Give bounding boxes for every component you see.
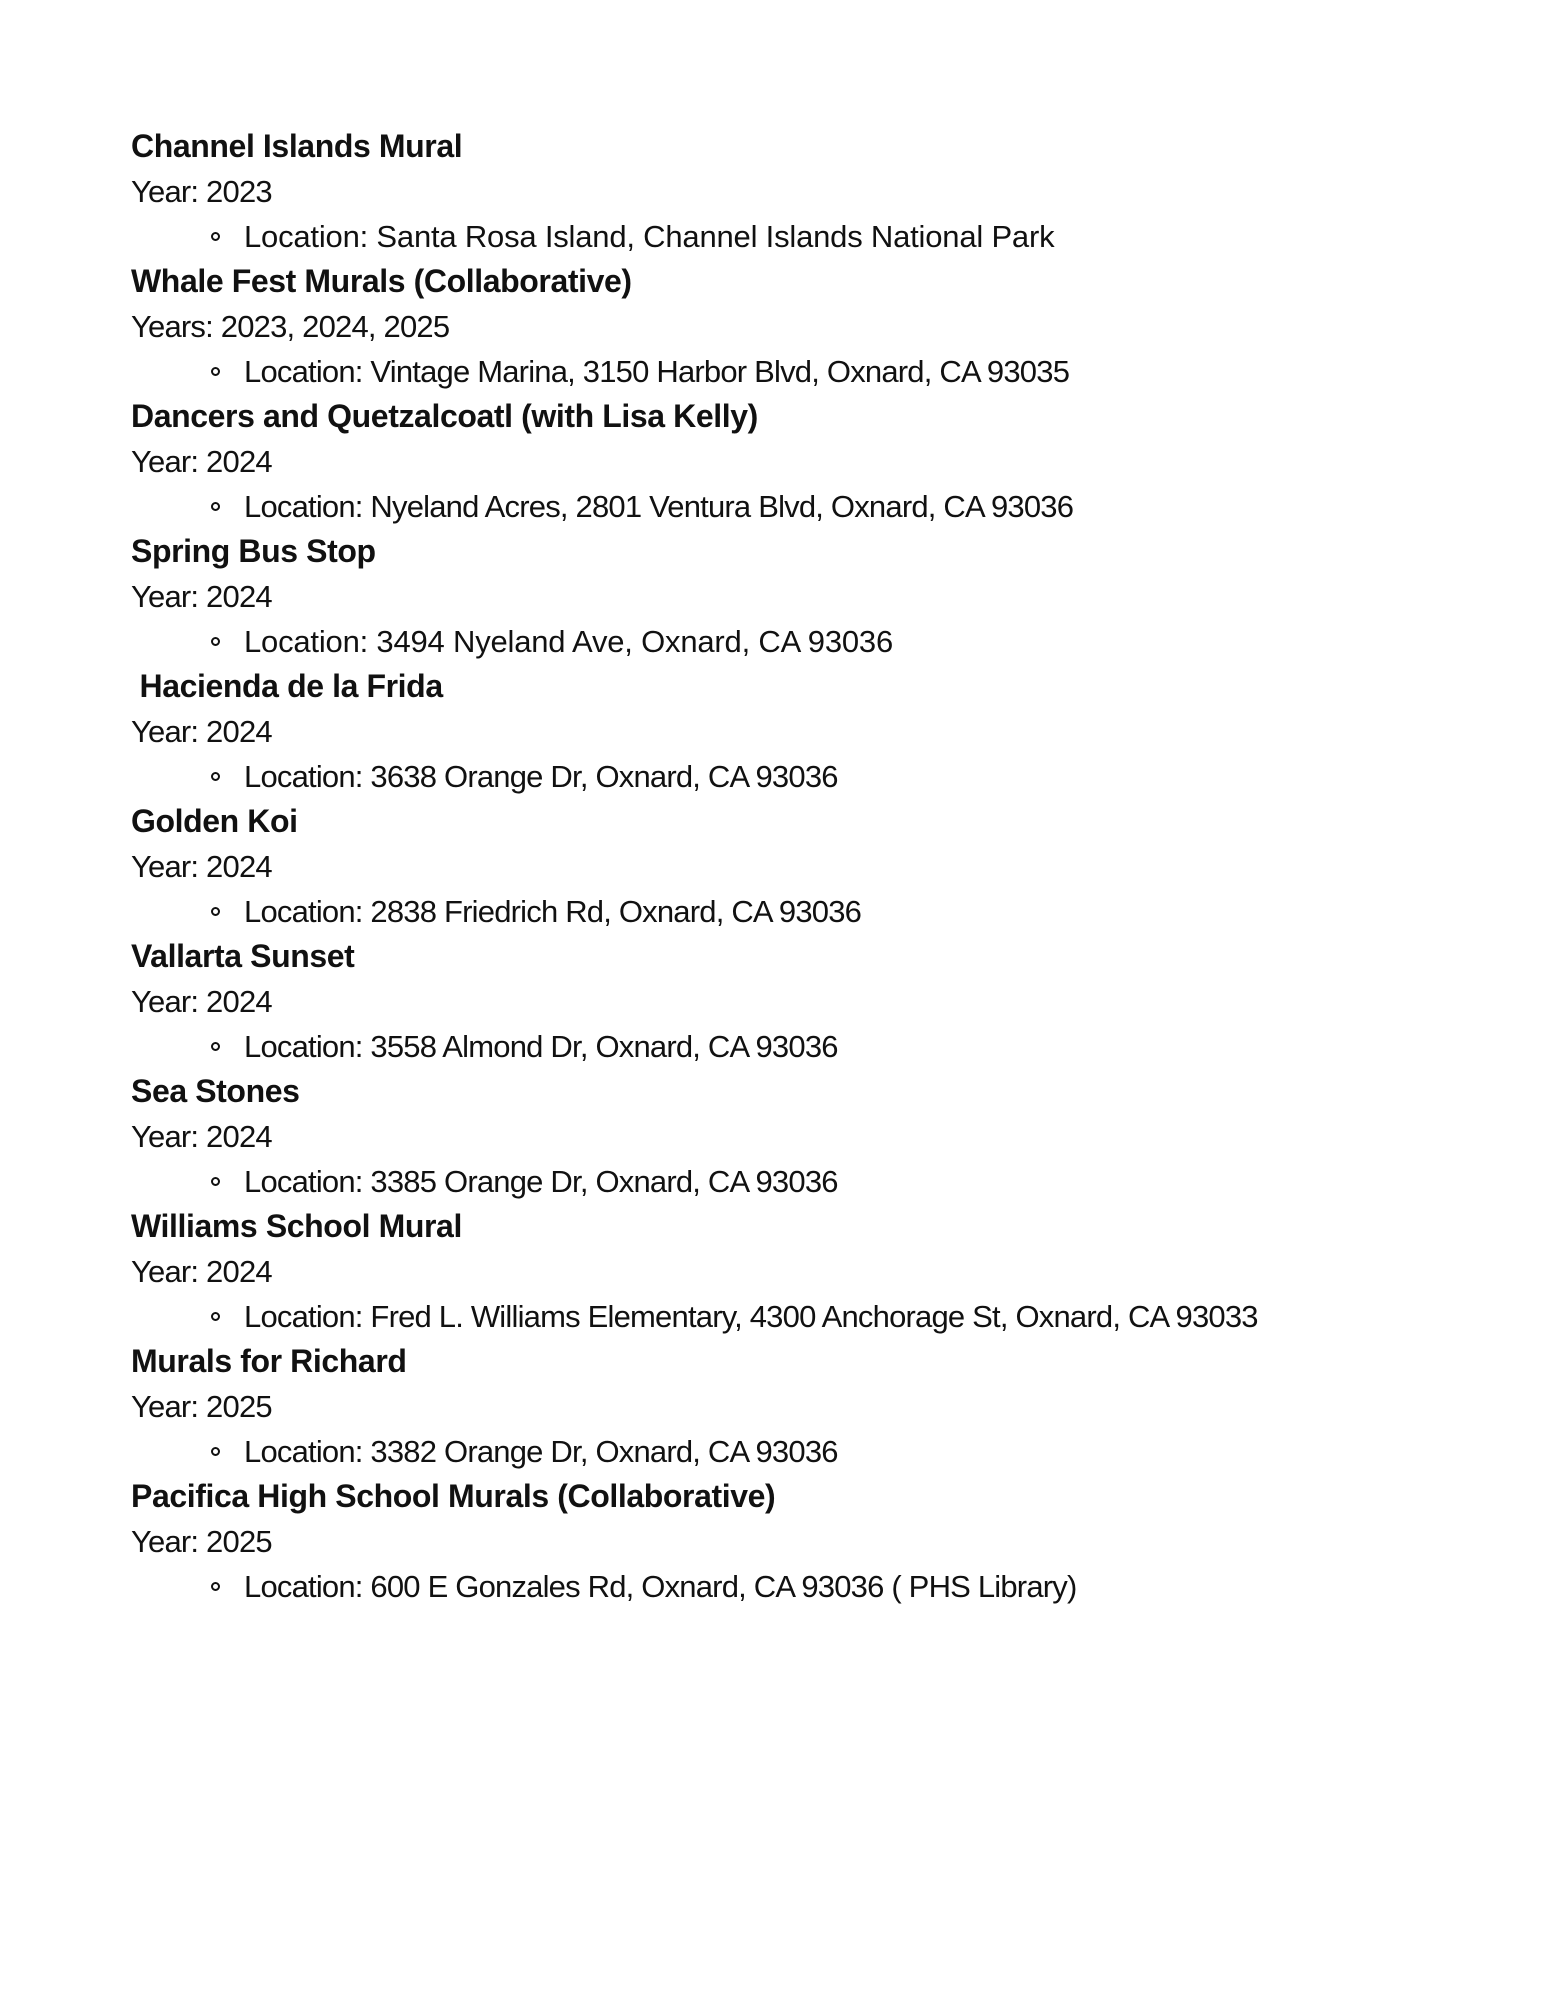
mural-location-text: Location: 3558 Almond Dr, Oxnard, CA 93036 — [244, 1029, 838, 1064]
hollow-bullet-icon — [211, 367, 220, 376]
mural-location — [131, 1024, 1431, 1069]
mural-location — [131, 214, 1431, 259]
mural-year: Year: 2024 — [131, 1254, 272, 1289]
mural-title: Golden Koi — [131, 803, 298, 839]
mural-year: Year: 2024 — [131, 849, 272, 884]
mural-location-text: Location: 600 E Gonzales Rd, Oxnard, CA 93036 ( PHS Library) — [244, 1569, 1077, 1604]
mural-entry — [131, 1474, 1431, 1609]
mural-location-text: Location: Santa Rosa Island, Channel Islands National Park — [244, 219, 1055, 254]
mural-entry — [131, 259, 1431, 394]
mural-entry — [131, 664, 1431, 799]
mural-location — [131, 1429, 1431, 1474]
mural-location-text: Location: 3382 Orange Dr, Oxnard, CA 93036 — [244, 1434, 838, 1469]
hollow-bullet-icon — [211, 907, 220, 916]
hollow-bullet-icon — [211, 1312, 220, 1321]
mural-location — [131, 349, 1431, 394]
mural-year: Year: 2024 — [131, 1119, 272, 1154]
mural-location-text: Location: 3385 Orange Dr, Oxnard, CA 93036 — [244, 1164, 838, 1199]
mural-title: Whale Fest Murals (Collaborative) — [131, 263, 632, 299]
mural-year: Year: 2024 — [131, 444, 272, 479]
mural-location-text: Location: 2838 Friedrich Rd, Oxnard, CA 93036 — [244, 894, 862, 929]
mural-location — [131, 1294, 1431, 1339]
mural-location — [131, 484, 1431, 529]
mural-location — [131, 754, 1431, 799]
mural-year: Year: 2025 — [131, 1524, 272, 1559]
mural-entry — [131, 529, 1431, 664]
mural-entry — [131, 799, 1431, 934]
mural-location-text: Location: 3638 Orange Dr, Oxnard, CA 93036 — [244, 759, 838, 794]
mural-title: Dancers and Quetzalcoatl (with Lisa Kelly) — [131, 398, 758, 434]
mural-location-text: Location: Vintage Marina, 3150 Harbor Blvd, Oxnard, CA 93035 — [244, 354, 1070, 389]
hollow-bullet-icon — [211, 772, 220, 781]
mural-entry — [131, 1069, 1431, 1204]
hollow-bullet-icon — [211, 1177, 220, 1186]
mural-title: Williams School Mural — [131, 1208, 462, 1244]
mural-title: Murals for Richard — [131, 1343, 407, 1379]
mural-location — [131, 1159, 1431, 1204]
hollow-bullet-icon — [211, 502, 220, 511]
mural-year: Year: 2025 — [131, 1389, 272, 1424]
hollow-bullet-icon — [211, 1042, 220, 1051]
mural-location — [131, 889, 1431, 934]
mural-entry — [131, 1204, 1431, 1339]
mural-location — [131, 619, 1431, 664]
mural-title: Vallarta Sunset — [131, 938, 355, 974]
mural-title: Spring Bus Stop — [131, 533, 376, 569]
mural-year: Year: 2024 — [131, 984, 272, 1019]
mural-year: Year: 2023 — [131, 174, 272, 209]
hollow-bullet-icon — [211, 637, 220, 646]
mural-entry — [131, 934, 1431, 1069]
mural-location-text: Location: 3494 Nyeland Ave, Oxnard, CA 93036 — [244, 624, 893, 659]
mural-year: Year: 2024 — [131, 579, 272, 614]
mural-title: Pacifica High School Murals (Collaborative) — [131, 1478, 776, 1514]
hollow-bullet-icon — [211, 1447, 220, 1456]
mural-title: Sea Stones — [131, 1073, 300, 1109]
mural-title: Channel Islands Mural — [131, 128, 463, 164]
mural-year: Years: 2023, 2024, 2025 — [131, 309, 450, 344]
hollow-bullet-icon — [211, 232, 220, 241]
mural-entry — [131, 1339, 1431, 1474]
mural-location — [131, 1564, 1431, 1609]
mural-location-text: Location: Nyeland Acres, 2801 Ventura Blvd, Oxnard, CA 93036 — [244, 489, 1074, 524]
mural-entry — [131, 394, 1431, 529]
mural-list — [131, 124, 1431, 1609]
mural-title: Hacienda de la Frida — [131, 668, 443, 704]
mural-year: Year: 2024 — [131, 714, 272, 749]
mural-location-text: Location: Fred L. Williams Elementary, 4300 Anchorage St, Oxnard, CA 93033 — [244, 1299, 1258, 1334]
hollow-bullet-icon — [211, 1582, 220, 1591]
mural-entry — [131, 124, 1431, 259]
